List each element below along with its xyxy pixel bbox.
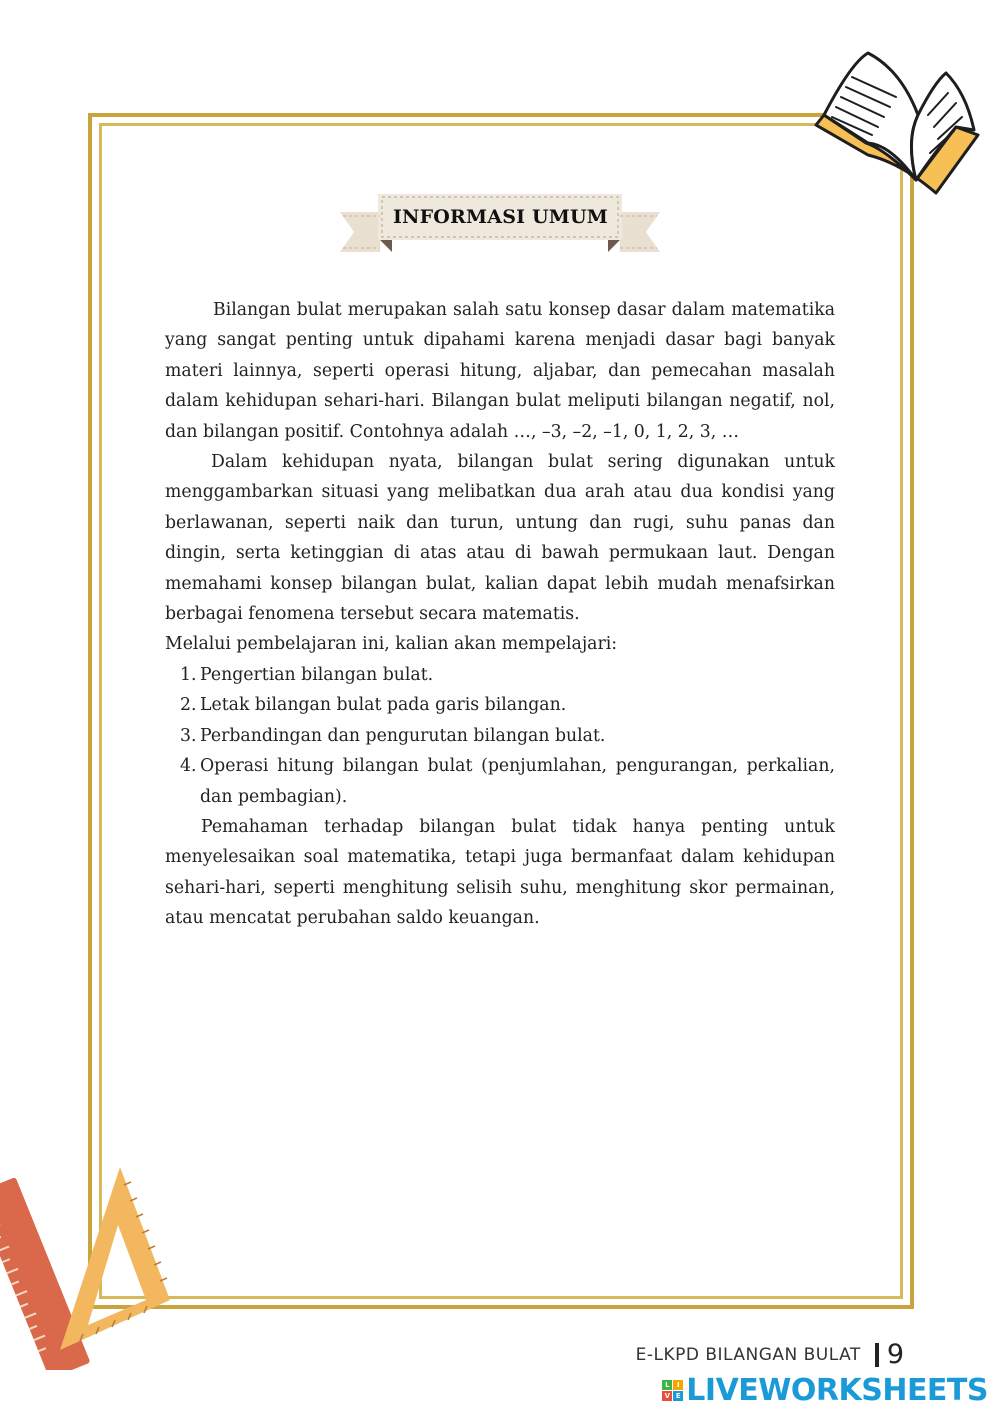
ruler-triangle-icon	[0, 1165, 175, 1370]
open-book-icon	[806, 45, 986, 200]
footer-divider	[875, 1343, 879, 1367]
intro-paragraph: Bilangan bulat merupakan salah satu konsep dasar dalam matematika yang sangat penting untuk dipahami karena menjadi dasar bagi banyak materi lainnya, seperti operasi hitung, aljabar, dan pemecahan masalah dalam kehidupan sehari-hari. Bilangan bulat meliputi bilangan negatif, nol, dan bilangan positif. Contohnya adalah …, –3, –2, –1, 0, 1, 2, 3, …	[165, 300, 835, 442]
list-intro: Melalui pembelajaran ini, kalian akan mempelajari:	[165, 634, 618, 655]
list-number: 3.	[180, 725, 197, 746]
list-number: 1.	[180, 664, 197, 685]
list-text: Letak bilangan bulat pada garis bilangan.	[200, 695, 567, 716]
list-text: Perbandingan dan pengurutan bilangan bulat.	[200, 725, 606, 746]
context-paragraph: Dalam kehidupan nyata, bilangan bulat sering digunakan untuk menggambarkan situasi yang melibatkan dua arah atau dua kondisi yang berlawanan, seperti naik dan turun, untung dan rugi, suhu panas dan dingin, serta ketinggian di atas atau di bawah permukaan laut. Dengan memahami konsep bilangan bulat, kalian dapat lebih mudah menafsirkan berbagai fenomena tersebut secara matematis.	[165, 452, 835, 625]
document-title: E-LKPD BILANGAN BULAT	[635, 1344, 861, 1365]
body-text	[165, 295, 835, 934]
list-text: Pengertian bilangan bulat.	[200, 664, 434, 685]
liveworksheets-text: LIVEWORKSHEETS	[686, 1373, 988, 1408]
section-title: INFORMASI UMUM	[392, 206, 609, 228]
page-footer	[636, 1339, 904, 1370]
list-text: Operasi hitung bilangan bulat (penjumlahan, pengurangan, perkalian, dan pembagian).	[200, 756, 835, 807]
page-number: 9	[886, 1339, 904, 1370]
learning-list	[165, 660, 835, 812]
closing-paragraph: Pemahaman terhadap bilangan bulat tidak hanya penting untuk menyelesaikan soal matematika, tetapi juga bermanfaat dalam kehidupan sehari-hari, seperti menghitung selisih suhu, menghitung skor permainan, atau mencatat perubahan saldo keuangan.	[165, 816, 835, 929]
list-item	[165, 751, 835, 812]
list-item	[165, 660, 835, 690]
liveworksheets-logo	[662, 1373, 988, 1408]
list-number: 4.	[180, 756, 197, 777]
list-number: 2.	[180, 695, 197, 716]
liveworksheets-mark-icon: L I V E	[662, 1380, 683, 1401]
list-item	[165, 721, 835, 751]
list-item	[165, 690, 835, 720]
